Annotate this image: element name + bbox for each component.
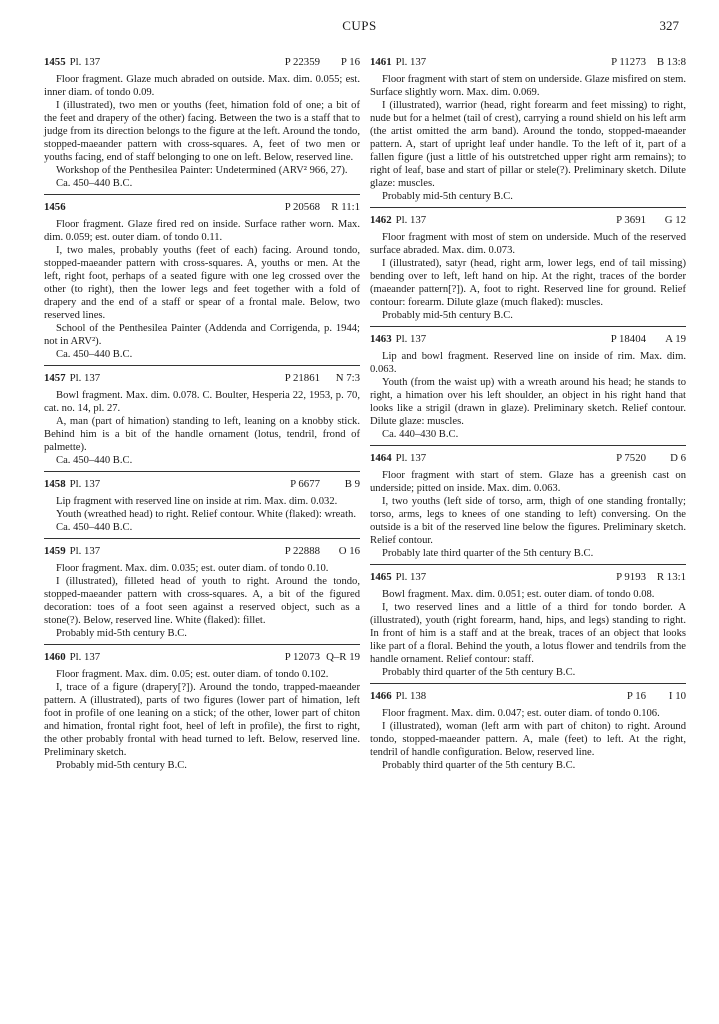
grid-location: N 7:3 xyxy=(335,372,360,384)
entry-paragraph: Ca. 450–440 B.C. xyxy=(56,455,133,466)
running-head xyxy=(0,18,719,42)
catalogue-number: 1455 xyxy=(44,56,66,68)
catalogue-entry xyxy=(370,690,686,776)
inventory-number: P 22888 xyxy=(284,545,320,557)
catalogue-entry xyxy=(370,333,686,446)
entry-paragraph: I, trace of a figure (drapery[?]). Around the tondo, trapped-maeander pattern. A (illustrated), parts of two figures (lower part of himation, left foot in profile of one leaning on a stick; of the other, lower part of chiton and himation, frontal right foot, heel of left in profile), the first to right, the other probably frontal with head turned to left. Below, reserved line. Preliminary sketch. xyxy=(44,682,360,758)
catalogue-entry xyxy=(44,651,360,776)
inventory-number: P 22359 xyxy=(284,56,320,68)
entry-paragraph: Ca. 450–440 B.C. xyxy=(56,522,133,533)
grid-location: I 10 xyxy=(668,690,686,702)
catalogue-number: 1460 xyxy=(44,651,66,663)
catalogue-number: 1464 xyxy=(370,452,392,464)
entry-paragraph: Probably third quarter of the 5th century B.C. xyxy=(382,760,576,771)
entry-header xyxy=(370,452,686,466)
inventory-number: P 9193 xyxy=(616,571,646,583)
catalogue-number: 1457 xyxy=(44,372,66,384)
entry-paragraph: Floor fragment with start of stem. Glaze has a greenish cast on underside; pitted on inside. Max. dim. 0.063. xyxy=(370,470,686,494)
plate-reference: Pl. 137 xyxy=(395,333,427,345)
grid-location: Q–R 19 xyxy=(326,651,360,663)
grid-location: R 13:1 xyxy=(656,571,686,583)
entry-paragraph: Probably mid-5th century B.C. xyxy=(382,191,513,202)
inventory-number: P 12073 xyxy=(284,651,320,663)
catalogue-entry xyxy=(44,372,360,472)
entry-paragraph: Workshop of the Penthesilea Painter: Undetermined (ARV² 966, 27). xyxy=(56,165,348,176)
inventory-number: P 20568 xyxy=(284,201,320,213)
entry-header xyxy=(370,333,686,347)
catalogue-number: 1456 xyxy=(44,201,66,213)
left-column xyxy=(44,56,360,782)
entry-paragraph: Probably third quarter of the 5th century B.C. xyxy=(382,667,576,678)
entry-header xyxy=(44,201,360,215)
entry-paragraph: Bowl fragment. Max. dim. 0.078. C. Boulter, Hesperia 22, 1953, p. 70, cat. no. 14, pl. 27. xyxy=(44,390,360,414)
catalogue-entry xyxy=(44,201,360,366)
entry-paragraph: Probably mid-5th century B.C. xyxy=(56,628,187,639)
entry-paragraph: Youth (from the waist up) with a wreath around his head; he stands to right, a himation over his left shoulder, an object in his right hand that looks like a strigil (drawn in glaze). Preliminary sketch. Relief contour. Dilute glaze: muscles. xyxy=(370,377,686,427)
section-title: CUPS xyxy=(342,18,377,33)
entry-paragraph: Floor fragment with most of stem on underside. Much of the reserved surface abraded. Max. dim. 0.073. xyxy=(370,232,686,256)
entry-paragraph: I, two youths (left side of torso, arm, thigh of one standing frontally; torso, arms, legs to knees of one standing to left) conversing. On the outside is a bit of the reserved line below the figures. Preliminary sketch. Relief contour. xyxy=(370,496,686,546)
inventory-number: P 6677 xyxy=(290,478,320,490)
entry-paragraph: Bowl fragment. Max. dim. 0.051; est. outer diam. of tondo 0.08. xyxy=(382,589,655,600)
catalogue-number: 1462 xyxy=(370,214,392,226)
entry-paragraph: I (illustrated), filleted head of youth to right. Around the tondo, stopped-maeander pattern with cross-squares. A, a bit of the figured decoration: toes of a foot seen against a reserved object, such as a stone(?). Below, reserved line. White (flaked): fillet. xyxy=(44,576,360,626)
inventory-number: P 3691 xyxy=(616,214,646,226)
grid-location: O 16 xyxy=(338,545,360,557)
right-column xyxy=(370,56,686,782)
catalogue-entry xyxy=(44,56,360,195)
grid-location: R 11:1 xyxy=(331,201,360,213)
entry-paragraph: I, two males, probably youths (feet of each) facing. Around tondo, stopped-maeander pattern with cross-squares. A, youths or men. At the left, right foot, perhaps of a seated figure with one leg crossed over the other (to right), then the lower legs and feet together with a fold of drapery and the end of a staff or spear of a frontal male. Below, two reserved lines. xyxy=(44,245,360,321)
entry-paragraph: Floor fragment. Max. dim. 0.047; est. outer diam. of tondo 0.106. xyxy=(382,708,660,719)
entry-paragraph: Floor fragment. Glaze much abraded on outside. Max. dim. 0.055; est. inner diam. of tondo 0.09. xyxy=(44,74,360,98)
grid-location: B 13:8 xyxy=(656,56,686,68)
plate-reference: Pl. 137 xyxy=(69,545,101,557)
grid-location: A 19 xyxy=(665,333,686,345)
entry-paragraph: School of the Penthesilea Painter (Addenda and Corrigenda, p. 1944; not in ARV²). xyxy=(44,323,360,347)
entry-paragraph: Probably mid-5th century B.C. xyxy=(56,760,187,771)
plate-reference: Pl. 138 xyxy=(395,690,427,702)
entry-header xyxy=(44,372,360,386)
entry-header xyxy=(370,690,686,704)
catalogue-number: 1463 xyxy=(370,333,392,345)
entry-paragraph: Floor fragment. Glaze fired red on inside. Surface rather worn. Max. dim. 0.059; est. outer diam. of tondo 0.11. xyxy=(44,219,360,243)
entry-header xyxy=(44,56,360,70)
entry-paragraph: A, man (part of himation) standing to left, leaning on a knobby stick. Behind him is a bit of the handle ornament (lotus, tendril, frond of palmette). xyxy=(44,416,360,453)
entry-paragraph: I, two reserved lines and a little of a third for tondo border. A (illustrated), youth (right forearm, hand, hips, and legs) standing to right. In front of him is a staff and at the break, traces of an object that looks like part of a floral. Behind the youth, a lotus flower and tendrils from the handle ornament. Relief contour: staff. xyxy=(370,602,686,665)
entry-paragraph: Probably late third quarter of the 5th century B.C. xyxy=(382,548,594,559)
plate-reference: Pl. 137 xyxy=(395,56,427,68)
entry-paragraph: Floor fragment. Max. dim. 0.05; est. outer diam. of tondo 0.102. xyxy=(56,669,329,680)
plate-reference: Pl. 137 xyxy=(395,452,427,464)
entry-header xyxy=(44,478,360,492)
plate-reference: Pl. 137 xyxy=(69,372,101,384)
catalogue-entry xyxy=(370,452,686,565)
entry-header xyxy=(44,651,360,665)
entry-paragraph: I (illustrated), satyr (head, right arm, lower legs, end of tail missing) bending over to left, left hand on hip. At the right, traces of the border (maeander pattern[?]). A, foot to right. Reserved line for ground. Relief contour: forearm. Dilute glaze (much flaked): muscles. xyxy=(370,258,686,308)
catalogue-number: 1466 xyxy=(370,690,392,702)
catalogue-number: 1459 xyxy=(44,545,66,557)
entry-paragraph: Ca. 450–440 B.C. xyxy=(56,178,133,189)
entry-header xyxy=(44,545,360,559)
plate-reference: Pl. 137 xyxy=(69,56,101,68)
plate-reference: Pl. 137 xyxy=(395,214,427,226)
catalogue-entry xyxy=(370,56,686,208)
grid-location: G 12 xyxy=(664,214,686,226)
inventory-number: P 18404 xyxy=(610,333,646,345)
grid-location: D 6 xyxy=(670,452,686,464)
entry-header xyxy=(370,214,686,228)
entry-paragraph: I (illustrated), two men or youths (feet, himation fold of one; a bit of the feet and drapery of the other) facing. Between the two is a staff that to judge from its direction belongs to the figure at the left. Around the tondo, stopped-maeander pattern with cross-squares. A, feet of two men or youths facing, end of staff belonging to one on left. Below, reserved line. xyxy=(44,100,360,163)
entry-paragraph: Youth (wreathed head) to right. Relief contour. White (flaked): wreath. xyxy=(56,509,356,520)
entry-paragraph: Floor fragment with start of stem on underside. Glaze misfired on stem. Surface slightly worn. Max. dim. 0.069. xyxy=(370,74,686,98)
inventory-number: P 16 xyxy=(626,690,646,702)
plate-reference: Pl. 137 xyxy=(69,478,101,490)
catalogue-number: 1461 xyxy=(370,56,392,68)
catalogue-entry xyxy=(370,571,686,684)
entry-header xyxy=(370,571,686,585)
entry-paragraph: I (illustrated), warrior (head, right forearm and feet missing) to right, nude but for a helmet (tail of crest), carrying a round shield on his left arm (the artist omitted the arm band). Around the tondo, stopped-maeander pattern. A, start of upright leaf under handle. To the left of it, part of a fallen figure (just a little of his outstretched upper right arm remains); to right of leaf, base and start of pillar or stele(?). Preliminary sketch. Dilute glaze: muscles. xyxy=(370,100,686,189)
catalogue-number: 1465 xyxy=(370,571,392,583)
plate-reference: Pl. 137 xyxy=(395,571,427,583)
grid-location: P 16 xyxy=(340,56,360,68)
entry-paragraph: Ca. 440–430 B.C. xyxy=(382,429,459,440)
inventory-number: P 7520 xyxy=(616,452,646,464)
plate-reference: Pl. 137 xyxy=(69,651,101,663)
entry-paragraph: Lip fragment with reserved line on inside at rim. Max. dim. 0.032. xyxy=(56,496,338,507)
entry-paragraph: Probably mid-5th century B.C. xyxy=(382,310,513,321)
entry-header xyxy=(370,56,686,70)
inventory-number: P 11273 xyxy=(611,56,646,68)
entry-paragraph: Ca. 450–440 B.C. xyxy=(56,349,133,360)
entry-paragraph: Lip and bowl fragment. Reserved line on inside of rim. Max. dim. 0.063. xyxy=(370,351,686,375)
inventory-number: P 21861 xyxy=(284,372,320,384)
catalogue-entry xyxy=(44,545,360,645)
entry-paragraph: Floor fragment. Max. dim. 0.035; est. outer diam. of tondo 0.10. xyxy=(56,563,329,574)
catalogue-entry xyxy=(370,214,686,327)
catalogue-number: 1458 xyxy=(44,478,66,490)
catalogue-entry xyxy=(44,478,360,539)
page-number: 327 xyxy=(659,18,679,33)
entry-paragraph: I (illustrated), woman (left arm with part of chiton) to right. Around tondo, stopped-maeander pattern. A, male (feet) to left. At the right, tendril of handle configuration. Below, reserved line. xyxy=(370,721,686,758)
grid-location: B 9 xyxy=(344,478,360,490)
